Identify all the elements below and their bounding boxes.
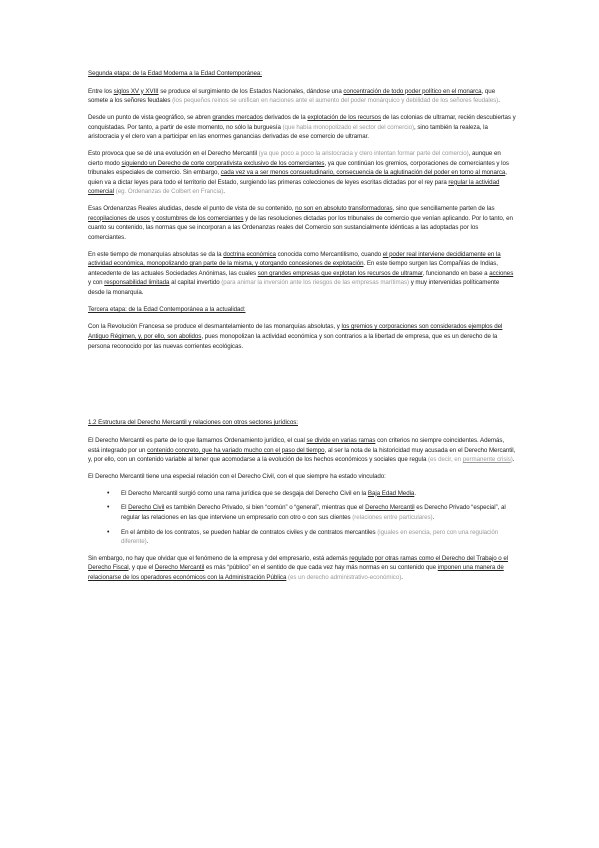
paragraph-mercados-ultramar	[88, 113, 516, 142]
underlined-text: los gremios y corporaciones son considerados ejemplos del Antiguo Régimen, y, por ello, son abolidos	[88, 323, 503, 340]
text-run: Entre los	[88, 87, 114, 95]
text-run: es también Derecho Privado, si bien “común” o “general”, mientras que el	[164, 504, 366, 512]
underlined-text: siglos XV y XVIII	[113, 87, 159, 95]
text-run: se produce el surgimiento de los Estados Nacionales, dándose una	[158, 87, 344, 95]
text-run: .	[432, 513, 435, 521]
text-run: En este tiempo de monarquías absolutas se da la	[88, 250, 224, 258]
bullet-icon: •	[107, 504, 110, 512]
text-run: Esas Ordenanzas Reales aludidas, desde el punto de vista de su contenido,	[88, 205, 296, 213]
text-run: derivados de la	[262, 113, 308, 121]
text-run: Desde un punto de vista geográfico, se abren	[88, 113, 213, 121]
paragraph-evolucion-derecho-mercantil	[88, 149, 516, 197]
text-run: de las colonias de ultramar, recién descubiertas y conquistadas. Por tanto, a partir de este momento, no sólo la burguesía	[88, 113, 516, 131]
underlined-text: el poder real interviene decididamente en la actividad económica, monopolizando gran parte de la misma, y otorgando concesiones de explotación	[88, 250, 501, 268]
text-run: .	[414, 489, 416, 497]
text-run: Esto provoca que se dé una evolución en el Derecho Mercantil	[88, 149, 259, 157]
underlined-text: Derecho Mercantil	[154, 564, 205, 572]
text-run: y de las resoluciones dictadas por los tribunales de comercio que venían aplicando. Por lo tanto, en cuanto su contenido, las normas que se incorporan a las Ordenanzas reales del Comercio son sustancialmente idénticas a las adoptadas por los comerciantes.	[88, 214, 513, 241]
text-run: , sino que sencillamente parten de las	[392, 205, 495, 213]
paragraph-ordenamiento-juridico	[88, 436, 516, 465]
text-run: y muy intervenidas políticamente desde la monarquía.	[88, 279, 500, 297]
text-run: , sino también la realeza, la aristocracia y el clero van a participar en las enormes ganancias derivadas de ese comercio de ultramar.	[88, 123, 488, 141]
paragraph-relacion-derecho-civil: El Derecho Mercantil tiene una especial relación con el Derecho Civil, con el que siempre ha estado vinculado:	[88, 472, 386, 480]
text-run: y con	[88, 279, 105, 287]
text-run: al capital invertido	[169, 279, 222, 287]
text-run: .	[498, 97, 500, 105]
list-item	[107, 503, 516, 522]
text-run: , y que el	[128, 564, 155, 572]
underlined-text: responsabilidad limitada	[104, 279, 170, 287]
grey-note: (relaciones entre particulares)	[352, 513, 433, 521]
underlined-text: siguiendo un Derecho de corte corporativista exclusivo de los comerciantes	[121, 159, 325, 167]
bullet-icon: •	[107, 528, 110, 536]
underlined-text: Derecho Civil	[128, 504, 165, 512]
paragraph-estados-nacionales	[88, 87, 516, 106]
underlined-text: contenido concreto, que ha variado mucho con el paso del tiempo	[147, 446, 325, 454]
grey-note: (que había monopolizado el sector del comercio)	[282, 123, 414, 131]
section-heading-tercera-etapa: Tercera etapa: de la Edad Contemporánea a la actualidad:	[88, 305, 246, 313]
text-run: , pues monopolizan la actividad económica y son contrarios a la libertad de empresa, que es un derecho de la persona reconocido por las nuevas corrientes ecológicas.	[88, 333, 498, 350]
text-run: , funcionando en base a	[422, 269, 490, 277]
underlined-text: recopilaciones de usos y costumbres de los comerciantes	[88, 214, 244, 222]
underlined-text: cada vez va a ser menos consuetudinario, consecuencia de la aglutinación del poder en torno al monarca	[220, 169, 506, 177]
grey-note: (eg. Ordenanzas de Colbert en Francia)	[115, 188, 224, 196]
underlined-text: se divide en varias ramas	[306, 436, 376, 444]
list-item	[107, 489, 516, 499]
underlined-text: grandes mercados	[212, 113, 263, 121]
text-run: , ya que continúan los gremios, corporaciones de comerciantes y los tribunales especiales de comercio. Sin embargo,	[88, 159, 509, 177]
paragraph-ordenanzas-reales	[88, 204, 516, 242]
text-run: .	[146, 538, 149, 546]
underlined-text: doctrina económica	[223, 250, 276, 258]
text-run: El Derecho Mercantil es parte de lo que llamamos Ordenamiento jurídico, el cual	[88, 436, 307, 444]
grey-note: (los pequeños reinos se unifican en naciones ante el aumento del poder monárquico y debilidad de los señores feudales)	[172, 97, 499, 105]
grey-note: (es decir, en	[428, 456, 463, 464]
text-run: . En este tiempo surgen las Compañías de Indias, antecedente de las actuales Sociedades Anónimas, las cuales	[88, 260, 498, 277]
text-run: con criterios no siempre coincidentes. Además, está integrado por un	[88, 436, 505, 454]
grey-underlined-note: permanente crisis	[462, 456, 511, 464]
text-run: Sin embargo, no hay que olvidar que el fenómeno de la empresa y del empresario, está además	[88, 554, 350, 562]
text-run: En el ámbito de los contratos, se pueden hablar de contratos civiles y de contratos mercantiles	[121, 528, 378, 536]
text-run: es más “público” en el sentido de que cada vez hay más normas en su contenido que	[204, 564, 438, 572]
text-run: es Derecho Privado “especial”, al regular las relaciones en las que interviene un empresario con otro o con sus clientes	[121, 504, 506, 521]
underlined-text: regular la actividad comercial	[88, 178, 500, 196]
text-run: , al ser la nota de la historicidad muy acusada en el Derecho Mercantil, y, por ello, con un contenido variable al tener que acomodarse a la evolución de los hechos económicos y sociales que regula	[88, 446, 516, 464]
section-spacer	[88, 358, 516, 418]
text-run: conocida como Mercantilismo, cuando	[275, 250, 383, 258]
grey-note: (ya que poco a poco la aristocracia y clero intentan formar parte del comercio)	[258, 149, 469, 157]
paragraph-empresa-empresario	[88, 554, 516, 583]
grey-note: (para animar la inversión ante los riesgos de las empresas marítimas)	[221, 279, 410, 287]
underlined-text: acciones	[489, 269, 514, 277]
underlined-text: Baja Edad Media	[367, 489, 415, 497]
paragraph-mercantilismo	[88, 250, 516, 298]
text-run: Con la Revolución Francesa se produce el desmantelamiento de las monarquías absolutas, y	[88, 323, 342, 331]
text-run: El	[121, 504, 129, 512]
bullet-icon: •	[107, 489, 110, 497]
underlined-text: concentración de todo poder político en el monarca	[343, 87, 482, 95]
underlined-text: regulado por otras ramas como el Derecho del Trabajo o el Derecho Fiscal	[88, 554, 509, 572]
grey-note: (es un derecho administrativo-económico)	[288, 573, 402, 581]
underlined-text: explotación de los recursos	[307, 113, 381, 121]
underlined-text: Derecho Mercantil	[365, 504, 415, 512]
grey-note: (iguales en esencia, pero con una regulación diferente)	[121, 528, 499, 546]
underlined-text: imponen una manera de relacionarse de los operadores económicos con la Administración Pública	[88, 564, 504, 581]
document-page	[88, 69, 516, 590]
text-run: .	[512, 456, 515, 464]
section-heading-segunda-etapa: Segunda etapa: de la Edad Moderna a la Edad Contemporánea:	[88, 70, 262, 77]
paragraph-revolucion-francesa	[88, 322, 516, 351]
section-heading-estructura: 1.2 Estructura del Derecho Mercantil y relaciones con otros sectores jurídicos:	[88, 419, 298, 427]
text-run: .	[223, 188, 225, 196]
underlined-text: son grandes empresas que explotan los recursos de ultramar	[257, 269, 423, 277]
text-run: , quien va a dictar leyes para todo el territorio del Estado, surgiendo las primeras colecciones de leyes escritas dictadas por el rey para	[88, 169, 507, 186]
text-run: El Derecho Mercantil surgió como una rama jurídica que se desgaja del Derecho Civil en la	[121, 489, 368, 497]
list-item	[107, 528, 516, 547]
text-run: .	[401, 573, 403, 581]
bullet-list	[88, 489, 516, 547]
underlined-text: no son en absoluto transformadoras	[295, 205, 393, 213]
text-run: , que somete a los señores feudales	[88, 87, 496, 105]
grey-note: )	[510, 456, 513, 464]
text-run: , aunque en cierto modo	[88, 149, 501, 167]
